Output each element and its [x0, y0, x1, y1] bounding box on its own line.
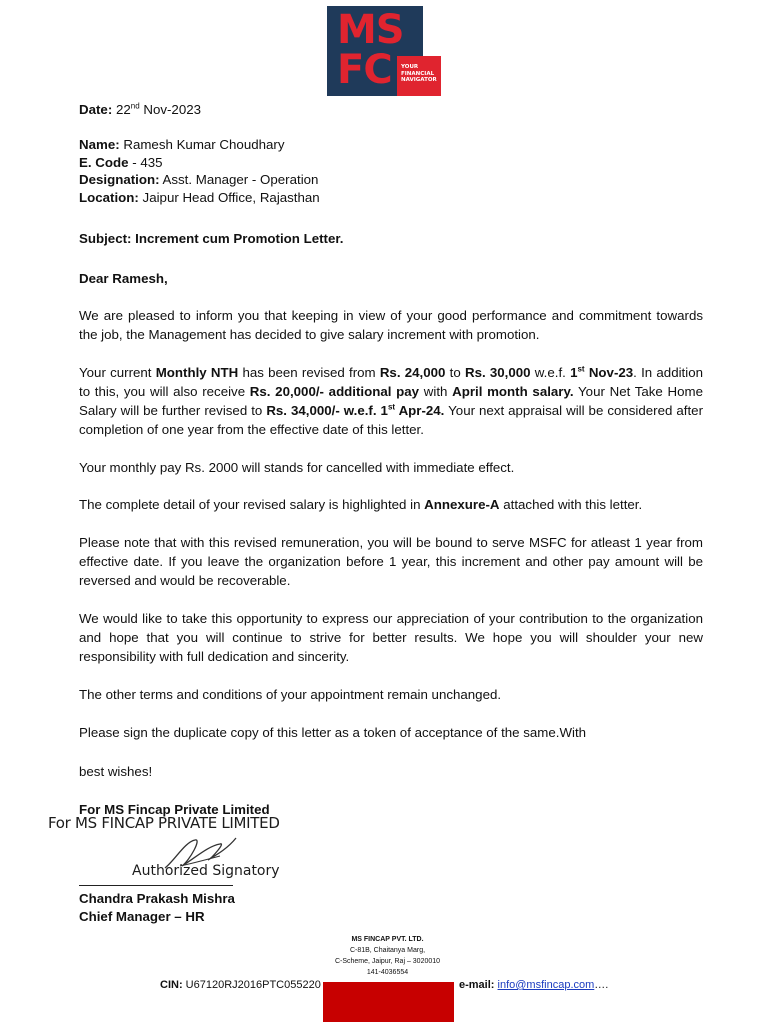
signature-line	[79, 885, 233, 886]
footer-company: MS FINCAP PVT. LTD.	[351, 936, 424, 943]
paragraph-salary-revision: Your current Monthly NTH has been revised from Rs. 24,000 to Rs. 30,000 w.e.f. 1st Nov-23. In addition to this, you will also receive Rs. 20,000/- additional pay with April month salary. Your Net Take Home Salary will be further revised to Rs. 34,000/- w.e.f. 1st Apr-24. Your next appraisal will be considered after completion of one year from the effective date of this letter.	[79, 364, 703, 437]
paragraph-intro: We are pleased to inform you that keeping in view of your good performance and commitment towards the job, the Management has decided to give salary increment with promotion.	[79, 308, 703, 342]
salutation: Dear Ramesh,	[79, 271, 168, 286]
signatory-name: Chandra Prakash Mishra	[79, 891, 235, 906]
logo-tagline-3: NAVIGATOR	[401, 77, 437, 83]
email-link[interactable]: info@msfincap.com	[497, 979, 595, 991]
employee-code: E. Code - 435	[79, 155, 163, 170]
signatory-title: Chief Manager – HR	[79, 909, 205, 924]
letter-date: Date: 22nd Nov-2023	[79, 101, 202, 117]
company-logo	[327, 6, 437, 96]
employee-designation: Designation: Asst. Manager - Operation	[79, 172, 319, 187]
footer-cin: CIN: U67120RJ2016PTC055220	[160, 979, 321, 991]
logo-tagline-2: FINANCIAL	[401, 70, 435, 77]
redaction-box	[323, 982, 454, 1022]
paragraph-pay-cancelled: Your monthly pay Rs. 2000 will stands for cancelled with immediate effect.	[79, 460, 515, 475]
signature-company: For MS Fincap Private Limited	[79, 802, 270, 817]
footer-email: e-mail: info@msfincap.com….	[459, 979, 609, 991]
paragraph-closing: best wishes!	[79, 764, 153, 779]
employee-location: Location: Jaipur Head Office, Rajasthan	[79, 190, 320, 205]
logo-tagline-1: YOUR	[401, 64, 419, 70]
footer-address	[300, 934, 475, 978]
paragraph-bond: Please note that with this revised remuneration, you will be bound to serve MSFC for atleast 1 year from effective date. If you leave the organization before 1 year, this increment and other pay amount will be reversed and would be recoverable.	[79, 535, 703, 588]
stamp-signatory: Authorized Signatory	[132, 863, 280, 879]
paragraph-appreciation: We would like to take this opportunity to express our appreciation of your contribution to the organization and hope that you will continue to strive for better results. We hope you will shoulder your new responsibility with full dedication and sincerity.	[79, 611, 703, 664]
company-stamp-text: For MS FINCAP PRIVATE LIMITED	[48, 814, 280, 832]
logo-tagline	[397, 56, 441, 96]
footer-address-line2: C-Scheme, Jaipur, Raj – 3020010	[334, 958, 441, 965]
paragraph-terms: The other terms and conditions of your appointment remain unchanged.	[79, 687, 502, 702]
employee-name: Name: Ramesh Kumar Choudhary	[79, 137, 285, 152]
footer-address-line1: C-81B, Chaitanya Marg,	[349, 947, 426, 954]
logo-text-fc: FC	[337, 47, 392, 93]
paragraph-annexure: The complete detail of your revised salary is highlighted in Annexure-A attached with this letter.	[79, 497, 643, 512]
logo-text-ms: MS	[337, 7, 404, 53]
paragraph-acceptance: Please sign the duplicate copy of this letter as a token of acceptance of the same.With	[79, 725, 587, 740]
letter-subject: Subject: Increment cum Promotion Letter.	[79, 231, 344, 246]
footer-phone: 141-4036554	[366, 969, 409, 976]
